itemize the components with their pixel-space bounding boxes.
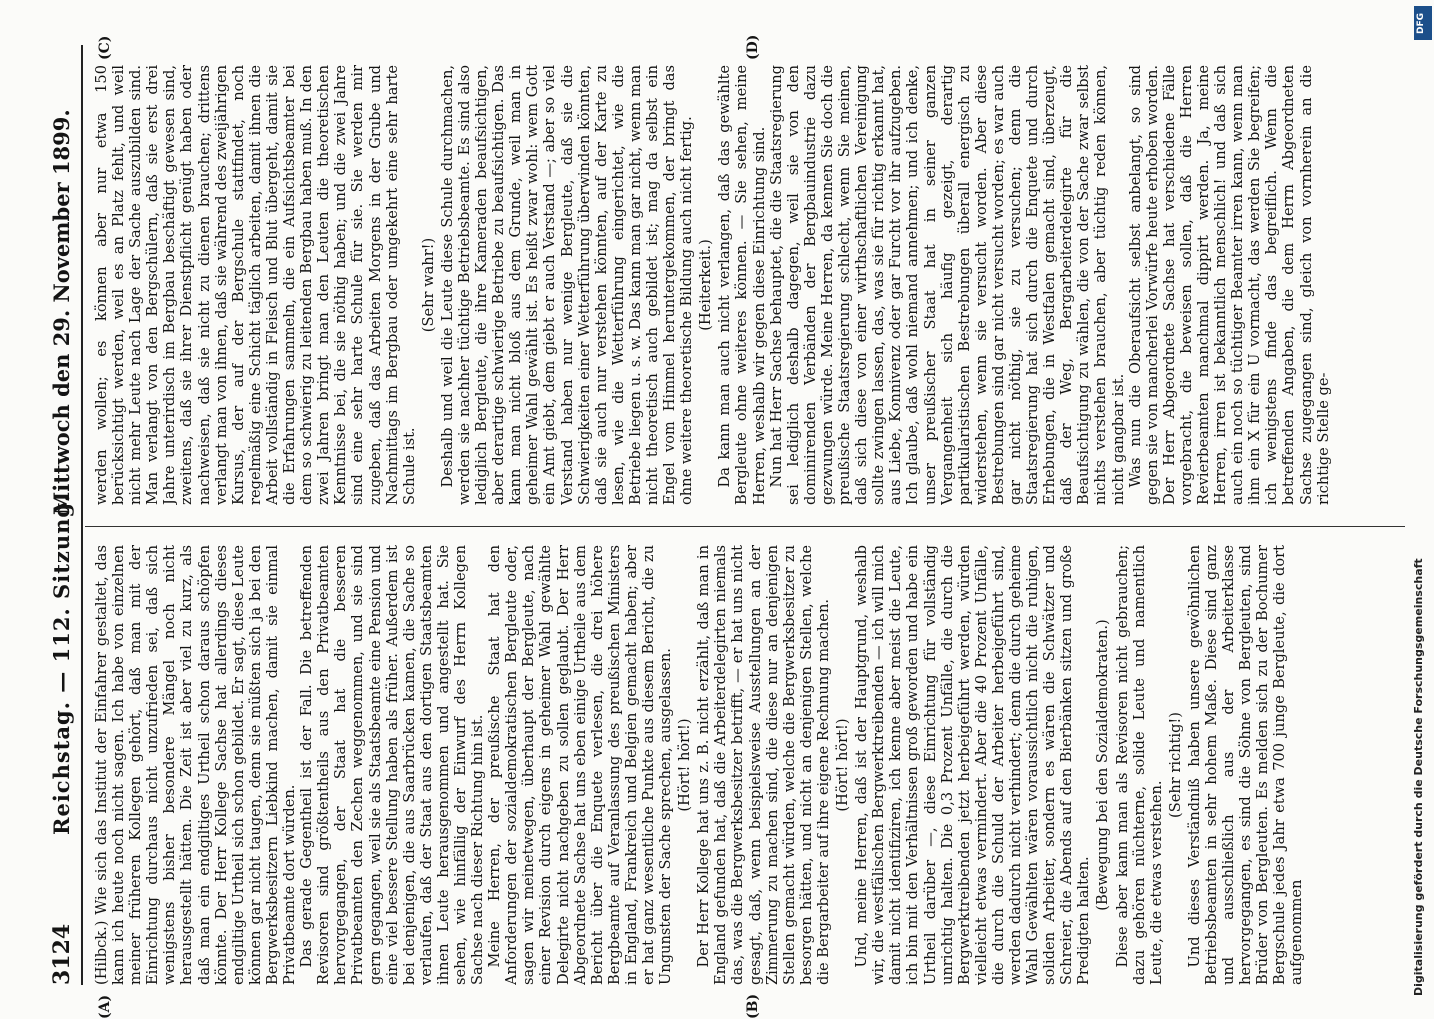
page-header (45, 45, 83, 985)
dfg-logo-text: DFG (1416, 12, 1426, 34)
paragraph: Was nun die Oberaufsicht selbst anbelangt, so sind gegen sie von mancherlei Vorwürfe heute erhoben worden. Der Herr Abgeordnete Sachse hat verschiedene Fälle vorgebracht, die beweisen sollen, daß die Herren Revierbeamten manchmal dippirt werden. Ja, meine Herren, irren ist bekanntlich menschlich! und daß sich auch ein noch so tüchtiger Beamter irren kann, wenn man ihm ein X für ein U vormacht, das werden Sie begreifen; ich wenigstens finde das begreiflich. Wenn die betreffenden Angaben, die dem Herrn Abgeordneten Sachse zugegangen sind, gleich von vornherein an die richtige Stelle ge- (1126, 65, 1332, 505)
interjection: (Sehr richtig!) (1166, 712, 1184, 818)
interjection: (Bewegung bei den Sozialdemokraten.) (1094, 619, 1112, 911)
paragraph: Da kann man auch nicht verlangen, daß das gewählte Bergleute ohne weiteres können. — Sie sehen, meine Herren, weshalb wir gegen diese Einrichtung sind. (716, 65, 768, 505)
interjection: (Sehr wahr!) (419, 237, 437, 333)
funding-credit: Digitalisierung gefördert durch die Deutsche Forschungsgemeinschaft (1412, 558, 1425, 996)
right-text-column (93, 65, 1398, 505)
column-divider (85, 526, 1405, 527)
paragraph: Das gerade Gegentheil ist der Fall. Die betreffenden Revisoren sind größtentheils aus den Privatbeamten hervorgegangen, der Staat hat die besseren Privatbeamten den Zechen weggenommen, und sie sind gern gegangen, weil sie als Staatsbeamte eine Pension und eine viel bessere Stellung haben als früher. Außerdem ist bei denjenigen, die aus Saarbrücken kamen, die Sache so verlaufen, daß der Staat aus den dortigen Staatsbeamten ihnen Leute herausgenommen und angestellt hat. Sie sehen, wie hinfällig der Einwurf des Herrn Kollegen Sachse nach dieser Richtung hin ist. (298, 545, 487, 985)
running-head: Reichstag. — 112. Sitzung. (49, 493, 74, 835)
paragraph: Deshalb und weil die Leute diese Schule durchmachen, werden sie nachher tüchtige Betriebsbeamte. Es sind also lediglich Bergleute, die ihre Kameraden beaufsichtigen, aber derartige schwierige Betriebe zu beaufsichtigen. Das kann man nicht bloß aus dem Grunde, weil man in geheimer Wahl gewählt ist. Es heißt zwar wohl: wem Gott ein Amt giebt, dem giebt er auch Verstand —; aber so viel Verstand haben nur wenige Bergleute, daß sie die Schwierigkeiten einer Wetterführung überwinden könnten, daß sie auch nur verstehen könnten, auf der Karte zu lesen, wie die Wetterführung eingerichtet, wie die Betriebe liegen u. s. w. Das kann man gar nicht, wenn man nicht theoretisch auch gebildet ist; mag da selbst ein Engel vom Himmel heruntergekommen, der bringt das ohne weitere theoretische Bildung auch nicht fertig. (438, 65, 696, 505)
interjection: (Hört! hört!) (834, 718, 852, 812)
paragraph: (Hilbck.) Wie sich das Institut der Einfahrer gestaltet, das kann ich heute noch nicht sagen. Ich habe von einzelnen meiner früheren Kollegen gehört, daß man mit der Einrichtung durchaus nicht unzufrieden sei, daß sich wenigstens bisher besondere Mängel noch nicht herausgestellt hätten. Die Zeit ist aber viel zu kurz, als daß man ein endgiltiges Urtheil schon daraus schöpfen könnte. Der Herr Kollege Sachse hat allerdings dieses endgiltige Urtheil sich schon gebildet. Er sagt, diese Leute können gar nicht taugen, denn sie müßten sich ja bei den Bergwerksbesitzern Liebkind machen, damit sie einmal Privatbeamte dort würden. (93, 545, 299, 985)
paragraph: werden wollen; es können aber nur etwa 150 berücksichtigt werden, weil es an Platz fehlt, und weil nicht mehr Leute nach Lage der Sache auszubilden sind. Man verlangt von den Bergschülern, daß sie erst drei Jahre unterirdisch im Bergbau beschäftigt gewesen sind, zweitens, daß sie ihrer Dienstpflicht genügt haben oder nachweisen, daß sie nicht zu dienen brauchen; drittens verlangt man von ihnen, daß sie während des zweijährigen Kursus, der auf der Bergschule stattfindet, noch regelmäßig eine Schicht täglich arbeiten, damit ihnen die Arbeit vollständig in Fleisch und Blut übergeht, damit sie die Erfahrungen sammeln, die ein Aufsichtsbeamter bei dem so schwierig zu leitenden Bergbau haben muß. In den zwei Jahren bringt man den Leuten die theoretischen Kenntnisse bei, die sie nöthig haben; und die zwei Jahre sind eine sehr harte Schule für sie. Sie werden mir zugeben, daß das Arbeiten Morgens in der Grube und Nachmittags im Bergbau oder umgekehrt eine sehr harte Schule ist. (93, 65, 418, 505)
margin-mark-d: (D) (745, 34, 761, 60)
left-text-column (93, 545, 1398, 985)
page-number: 3124 (49, 923, 75, 985)
rotated-page (45, 34, 1405, 1019)
digitization-sidebar (1408, 6, 1430, 996)
paragraph: Und dieses Verständniß haben unsere gewöhnlichen Betriebsbeamten in sehr hohem Maße. Diese sind ganz und ausschließlich aus der Arbeiterklasse hervorgegangen, es sind die Söhne von Bergleuten, sind Brüder von Bergleuten. Es melden sich zu der Bochumer Bergschule jedes Jahr etwa 700 junge Bergleute, die dort aufgenommen (1185, 545, 1306, 985)
paragraph: Nun hat Herr Sachse behauptet, die die Staatsregierung sei lediglich deshalb dagegen, weil sie von den dominirenden Verbänden der Bergbauindustrie dazu gezwungen würde. Meine Herren, da kennen Sie doch die preußische Staatsregierung schlecht, wenn Sie meinen, daß sich diese von einer wirthschaftlichen Vereinigung sollte zwingen lassen, das, was sie für richtig erkannt hat, aus Liebe, Konnivenz oder gar Furcht vor ihr aufzugeben. Ich glaube, daß wohl niemand annehmen; und ich denke, unser preußischer Staat hat in seiner ganzen Vergangenheit sich häufig gezeigt, derartig partikularistischen Bestrebungen überall energisch zu widerstehen, wenn sie versucht worden. Aber diese Bestrebungen sind gar nicht versucht worden; es war auch gar nicht nöthig, sie zu versuchen; denn die Staatsregierung hat sich durch die Enquete und durch Erhebungen, die in Westfalen gemacht sind, überzeugt, daß der Weg, Bergarbeiterdelegirte für die Beaufsichtigung zu wählen, die von der Sache zwar selbst nichts verstehen brauchen, aber tüchtig reden können, nicht gangbar ist. (767, 65, 1127, 505)
paragraph: Der Herr Kollege hat uns z. B. nicht erzählt, daß man in England gefunden hat, daß die Arbeiterdelegirten niemals das, was die Bergwerksbesitzer betrifft, — er hat uns nicht gesagt, daß, wenn beispielsweise Ausstellungen an der Zimmerung zu machen sind, die diese nur an denjenigen Stellen gemacht würden, welche die Bergwerksbesitzer zu besorgen hätten, und nicht an denjenigen Stellen, welche die Bergarbeiter auf ihre eigene Rechnung machen. (695, 545, 832, 985)
paragraph: Diese aber kann man als Revisoren nicht gebrauchen; dazu gehören nüchterne, solide Leute und namentlich Leute, die etwas verstehen. (1113, 545, 1165, 985)
session-date: Mittwoch den 29. November 1899. (49, 109, 74, 515)
interjection: (Heiterkeit.) (697, 239, 715, 331)
interjection: (Hört! hört!) (676, 718, 694, 812)
margin-mark-a: (A) (97, 994, 113, 1019)
margin-mark-c: (C) (97, 35, 113, 60)
paragraph: Meine Herren, der preußische Staat hat den Anforderungen der sozialdemokratischen Bergleute oder, sagen wir meinetwegen, überhaupt der Bergleute, nach einer Revision durch eigens in geheimer Wahl gewählte Delegirte nicht nachgeben zu sollen geglaubt. Der Herr Abgeordnete Sachse hat uns eben einige Urtheile aus dem Bericht über die Enquete verlesen, die drei höhere Bergbeamte auf Veranlassung des preußischen Ministers in England, Frankreich und Belgien gemacht haben; aber er hat ganz wesentliche Punkte aus diesem Bericht, die zu Ungunsten der Sache sprechen, ausgelassen. (486, 545, 675, 985)
dfg-logo-icon (1414, 6, 1432, 40)
paragraph: Und, meine Herren, daß ist der Hauptgrund, weshalb wir, die westfälischen Bergwerktreibenden — ich will mich damit nicht identifiziren, ich kenne aber meist die Leute, ich bin mit den Verhältnissen groß geworden und habe ein Urtheil darüber —, diese Einrichtung für vollständig unrichtig halten. Die 0,3 Prozent Unfälle, die durch die Bergwerktreibenden jetzt herbeigeführt werden, würden vielleicht etwas vermindert. Aber die 40 Prozent Unfälle, die durch die Schuld der Arbeiter herbeigeführt sind, werden dadurch nicht verhindert; denn die durch geheime Wahl Gewählten wären voraussichtlich nicht die ruhigen, soliden Arbeiter, sondern es wären die Schwätzer und Schreier, die Abends auf den Bierbänken sitzen und große Predigten halten. (853, 545, 1093, 985)
margin-mark-b: (B) (745, 993, 761, 1019)
